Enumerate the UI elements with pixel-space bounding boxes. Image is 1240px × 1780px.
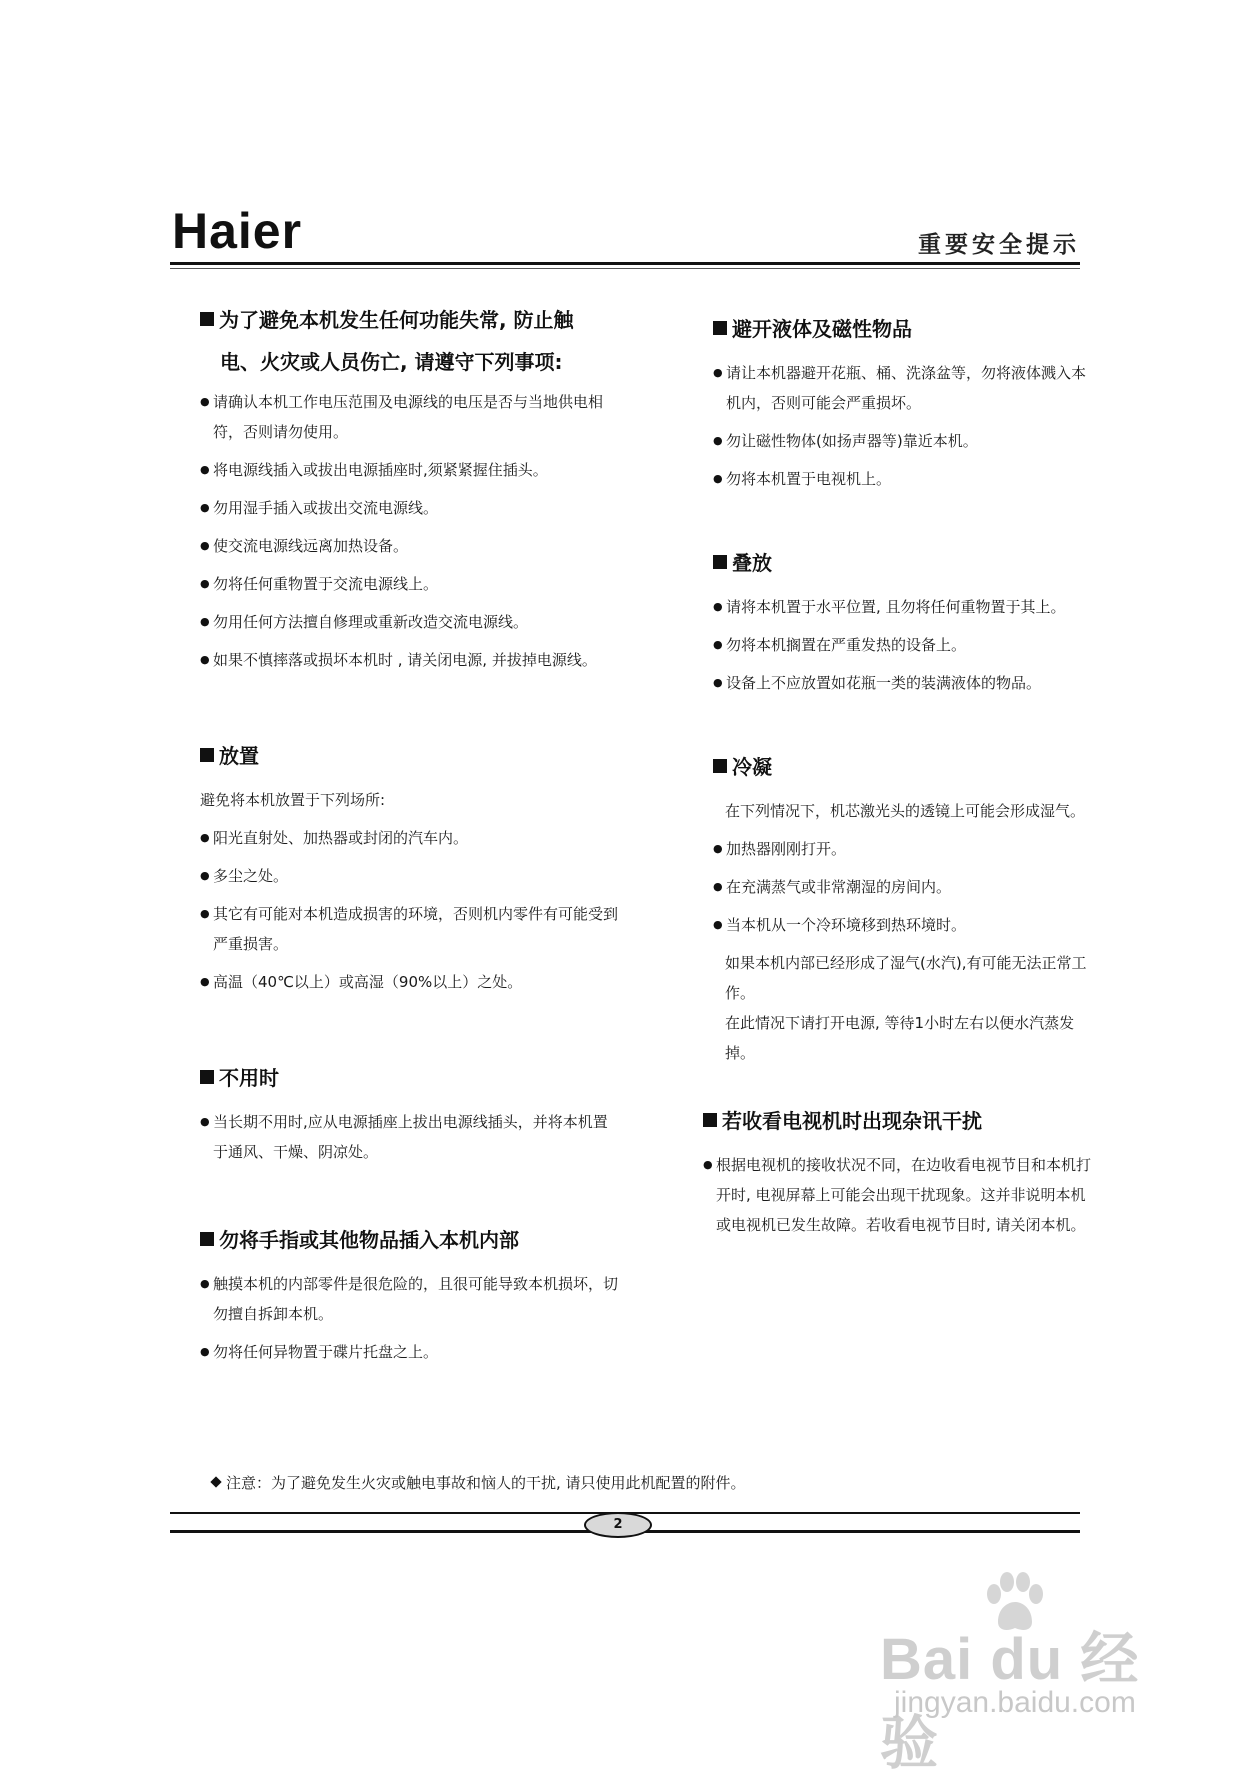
baidu-watermark xyxy=(880,1568,1180,1776)
bullet-icon: ● xyxy=(200,869,210,882)
section-not-in-use xyxy=(200,1061,620,1167)
square-bullet-icon xyxy=(703,1113,717,1127)
list-item: ● 当本机从一个冷环境移到热环境时。 xyxy=(713,910,1093,940)
list-item: ● 使交流电源线远离加热设备。 xyxy=(200,531,620,561)
section-placement xyxy=(200,739,620,997)
bullet-icon: ● xyxy=(200,831,210,844)
bullet-icon: ● xyxy=(200,577,210,590)
list-item: ● 当长期不用时,应从电源插座上拔出电源线插头，并将本机置于通风、干燥、阴凉处。 xyxy=(200,1107,620,1167)
list-item: ● 如果不慎摔落或损坏本机时 , 请关闭电源, 并拔掉电源线。 xyxy=(200,645,620,675)
list-item: ● 根据电视机的接收状况不同，在边收看电视节目和本机打开时, 电视屏幕上可能会出现干扰现象。这并非说明本机或电视机已发生故障。若收看电视节目时, 请关闭本机。 xyxy=(703,1150,1093,1240)
square-bullet-icon xyxy=(200,1232,214,1246)
bullet-icon: ● xyxy=(200,539,210,552)
bullet-icon: ● xyxy=(200,1345,210,1358)
section-no-foreign-objects xyxy=(200,1223,620,1367)
right-column xyxy=(703,312,1093,1248)
section-title: 避开液体及磁性物品 xyxy=(713,312,1093,346)
square-bullet-icon xyxy=(713,555,727,569)
bullet-icon: ● xyxy=(713,434,723,447)
bullet-icon: ● xyxy=(200,615,210,628)
bullet-icon: ● xyxy=(713,638,723,651)
square-bullet-icon xyxy=(713,759,727,773)
list-item: ● 高温（40℃以上）或高湿（90%以上）之处。 xyxy=(200,967,620,997)
page-title: 重要安全提示 xyxy=(918,232,1080,258)
section-note: 如果本机内部已经形成了湿气(水汽),有可能无法正常工作。 xyxy=(725,954,1087,1002)
bullet-icon: ● xyxy=(200,395,210,408)
page-number: 2 xyxy=(584,1512,652,1538)
diamond-bullet-icon xyxy=(210,1476,221,1487)
section-title: 冷凝 xyxy=(713,750,1093,784)
bullet-icon: ● xyxy=(713,600,723,613)
section-title: 若收看电视机时出现杂讯干扰 xyxy=(703,1104,1093,1138)
list-item: ● 勿将任何重物置于交流电源线上。 xyxy=(200,569,620,599)
list-item: ● 阳光直射处、加热器或封闭的汽车内。 xyxy=(200,823,620,853)
list-item: ● 设备上不应放置如花瓶一类的装满液体的物品。 xyxy=(713,668,1093,698)
section-intro: 在下列情况下，机芯激光头的透镜上可能会形成湿气。 xyxy=(725,802,1086,820)
section-title: 放置 xyxy=(200,739,620,773)
bullet-icon: ● xyxy=(713,366,723,379)
bullet-icon: ● xyxy=(713,880,723,893)
list-item: ● 勿让磁性物体(如扬声器等)靠近本机。 xyxy=(713,426,1093,456)
section-title: 不用时 xyxy=(200,1061,620,1095)
bullet-icon: ● xyxy=(200,1115,210,1128)
square-bullet-icon xyxy=(200,312,214,326)
list-item: ● 勿用湿手插入或拔出交流电源线。 xyxy=(200,493,620,523)
bullet-icon: ● xyxy=(713,676,723,689)
bullet-icon: ● xyxy=(200,653,210,666)
list-item: ● 勿将本机搁置在严重发热的设备上。 xyxy=(713,630,1093,660)
list-item: ● 多尘之处。 xyxy=(200,861,620,891)
list-item: ● 勿将本机置于电视机上。 xyxy=(713,464,1093,494)
watermark-logo: Bai du 经验 xyxy=(880,1627,1140,1776)
bullet-icon: ● xyxy=(703,1158,713,1171)
section-condensation xyxy=(713,750,1093,1068)
header-rule xyxy=(170,262,1080,265)
bullet-icon: ● xyxy=(713,918,723,931)
list-item: ● 请让本机器避开花瓶、桶、洗涤盆等，勿将液体溅入本机内，否则可能会严重损坏。 xyxy=(713,358,1093,418)
list-item: ● 触摸本机的内部零件是很危险的，且很可能导致本机损坏，切勿擅自拆卸本机。 xyxy=(200,1269,620,1329)
list-item: ● 请将本机置于水平位置, 且勿将任何重物置于其上。 xyxy=(713,592,1093,622)
section-stacking xyxy=(713,546,1093,698)
list-item: ● 在充满蒸气或非常潮湿的房间内。 xyxy=(713,872,1093,902)
section-liquids-magnetic xyxy=(713,312,1093,494)
bullet-icon: ● xyxy=(200,1277,210,1290)
list-item: ● 其它有可能对本机造成损害的环境，否则机内零件有可能受到严重损害。 xyxy=(200,899,620,959)
square-bullet-icon xyxy=(713,321,727,335)
brand-logo: Haier xyxy=(172,203,303,259)
list-item: ● 勿将任何异物置于碟片托盘之上。 xyxy=(200,1337,620,1367)
square-bullet-icon xyxy=(200,748,214,762)
bullet-icon: ● xyxy=(713,472,723,485)
watermark-url: jingyan.baidu.com xyxy=(894,1686,1136,1719)
square-bullet-icon xyxy=(200,1070,214,1084)
section-tv-interference xyxy=(703,1104,1093,1240)
list-item: ● 勿用任何方法擅自修理或重新改造交流电源线。 xyxy=(200,607,620,637)
section-title: 叠放 xyxy=(713,546,1093,580)
section-note: 在此情况下请打开电源, 等待1小时左右以便水汽蒸发掉。 xyxy=(725,1014,1075,1062)
left-column xyxy=(200,303,620,1375)
list-item: ● 将电源线插入或拔出电源插座时,须紧紧握住插头。 xyxy=(200,455,620,485)
bullet-icon: ● xyxy=(200,975,210,988)
bullet-icon: ● xyxy=(200,907,210,920)
list-item: ● 加热器刚刚打开。 xyxy=(713,834,1093,864)
section-title: 勿将手指或其他物品插入本机内部 xyxy=(200,1223,620,1257)
bullet-icon: ● xyxy=(200,463,210,476)
section-title: 为了避免本机发生任何功能失常, 防止触 电、火灾或人员伤亡, 请遵守下列事项: xyxy=(200,303,620,379)
header-rule-thin xyxy=(170,268,1080,269)
bullet-icon: ● xyxy=(713,842,723,855)
section-intro: 避免将本机放置于下列场所: xyxy=(200,791,386,809)
footnote: 注意：为了避免发生火灾或触电事故和恼人的干扰, 请只使用此机配置的附件。 xyxy=(212,1472,746,1493)
section-general-safety xyxy=(200,303,620,675)
list-item: ● 请确认本机工作电压范围及电源线的电压是否与当地供电相符，否则请勿使用。 xyxy=(200,387,620,447)
bullet-icon: ● xyxy=(200,501,210,514)
